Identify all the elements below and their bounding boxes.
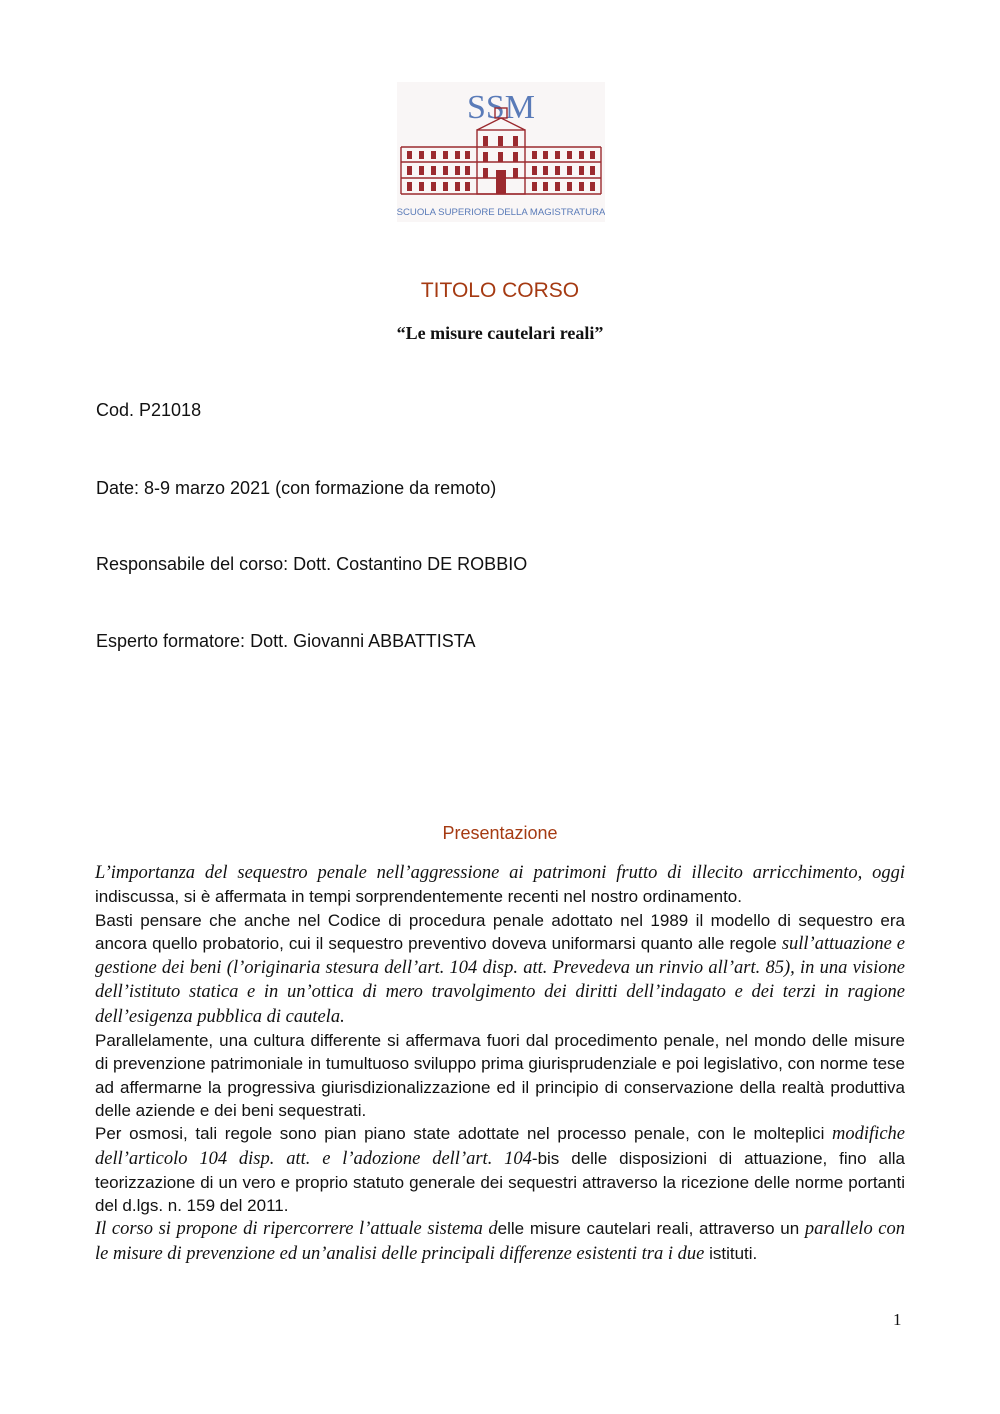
- course-title: TITOLO CORSO: [420, 279, 580, 302]
- paragraph-5-roman-b: istituti.: [704, 1243, 758, 1263]
- logo-acronym: SSM: [466, 89, 536, 126]
- ssm-logo: [397, 82, 605, 222]
- paragraph-5-italic-b: parallelo con le misure di prevenzione ed un’analisi delle principali differenze esistenti tra i due: [95, 1219, 905, 1264]
- course-dates: Date: 8-9 marzo 2021 (con formazione da remoto): [96, 478, 497, 498]
- paragraph-2: [95, 909, 905, 1029]
- paragraph-2-roman: Basti pensare che anche nel Codice di procedura penale adottato nel 1989 il modello di sequestro era ancora quello probatorio, cui il sequestro preventivo doveva uniformarsi quanto alle regole: [95, 910, 905, 953]
- paragraph-1-italic: L’importanza del sequestro penale nell’aggressione ai patrimoni frutto di illecito arricchimento, oggi: [95, 863, 905, 883]
- paragraph-2-italic: sull’attuazione e gestione dei beni (l’originaria stesura dell’art. 104 disp. att. Prevedeva un rinvio all’art. 85), in una visione dell’istituto statica e in un’ottica di mero travolgimento dei diritti dell’indagato e dei terzi in ragione dell’esigenza pubblica di cautela.: [95, 933, 905, 1027]
- course-subtitle: “Le misure cautelari reali”: [396, 323, 604, 343]
- paragraph-3: Parallelamente, una cultura differente si affermava fuori dal procedimento penale, nel mondo delle misure di prevenzione patrimoniale in tumultuoso sviluppo prima giurisprudenziale e poi legislativo, con norme tese ad affermarne la progressiva giurisdizionalizzazione ed il principio di conservazione della realtà produttiva delle aziende e dei beni sequestrati.: [95, 1031, 905, 1120]
- logo-caption: SCUOLA SUPERIORE DELLA MAGISTRATURA: [397, 207, 605, 218]
- presentation-body: [95, 861, 905, 1266]
- presentation-heading: Presentazione: [442, 823, 558, 843]
- ssm-logo-graphic: [397, 82, 605, 222]
- paragraph-4: [95, 1122, 905, 1217]
- paragraph-4-roman-b: -bis delle disposizioni di attuazione, fino alla teorizzazione di un vero e proprio statuto generale dei sequestri attraverso la ricezione delle norme portanti del d.lgs. n. 159 del 2011.: [95, 1148, 905, 1216]
- paragraph-5: [95, 1217, 905, 1266]
- paragraph-4-italic: modifiche dell’articolo 104 disp. att. e l’adozione dell’art. 104: [95, 1124, 905, 1169]
- paragraph-5-roman-a: elle misure cautelari reali, attraverso un: [497, 1219, 805, 1239]
- paragraph-1: [95, 861, 905, 909]
- page-number: 1: [893, 1310, 902, 1329]
- paragraph-4-roman-a: Per osmosi, tali regole sono pian piano state adottate nel processo penale, con le molteplici: [95, 1124, 833, 1144]
- paragraph-5-italic-a: Il corso si propone di ripercorrere l’attuale sistema d: [95, 1219, 498, 1240]
- palace-windows: [407, 136, 595, 194]
- course-responsible: Responsabile del corso: Dott. Costantino DE ROBBIO: [96, 554, 528, 574]
- course-code: Cod. P21018: [96, 400, 202, 420]
- course-expert: Esperto formatore: Dott. Giovanni ABBATTISTA: [96, 631, 476, 651]
- paragraph-1-roman: indiscussa, si è affermata in tempi sorprendentemente recenti nel nostro ordinamento.: [95, 887, 742, 907]
